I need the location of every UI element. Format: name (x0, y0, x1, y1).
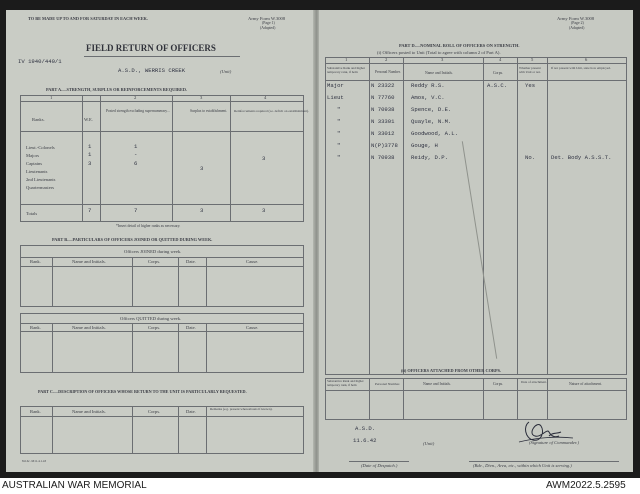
row-number: N 70938 (371, 106, 395, 113)
footnote: *Insert detail of higher ranks as necessary. (116, 224, 181, 228)
we-value: 3 (88, 160, 92, 167)
footer-accession: AWM2022.5.2595 (546, 480, 626, 491)
attached-col-header: Nature of attachment. (569, 382, 602, 386)
row-number: N 33012 (371, 130, 395, 137)
quitted-title: Officers QUITTED during week. (120, 316, 182, 321)
page-number: (Page 1) (262, 21, 275, 25)
army-form-label: Army Form W.3008 (557, 16, 595, 21)
attached-col-header: Substantive Rank and higher temporary rank, if held. (327, 379, 364, 387)
joined-col-header: Date. (186, 259, 196, 264)
totals-label: Totals (26, 211, 38, 216)
army-form-label: Army Form W.3008 (248, 16, 286, 21)
number-header: Personal Number. (375, 70, 401, 74)
rank-label: Quartermasters (26, 185, 55, 190)
part-c-col-header: Corps. (148, 409, 161, 414)
rank-label: 2nd Lieutenants (26, 177, 56, 182)
row-number: N(P)3778 (371, 142, 398, 149)
row-name: Gouge, H (411, 142, 438, 149)
row-employed: Det. Body A.S.S.T. (551, 154, 612, 161)
row-name: Reidy, D.P. (411, 154, 448, 161)
reinforcement-value: 3 (262, 155, 266, 162)
we-value: 1 (88, 151, 92, 158)
ranks-header: Ranks. (32, 117, 45, 122)
name-header: Name and Initials. (425, 71, 453, 75)
posted-value: - (134, 151, 138, 158)
formation-label: (Bde., Divn., Area, etc., within which Unit is serving.) (473, 463, 572, 468)
col-number: 3 (200, 95, 203, 100)
joined-col-header: Cause. (246, 259, 259, 264)
adapted-label: (Adapted) (260, 26, 276, 30)
row-name: Amos, V.C. (411, 94, 445, 101)
reference-number: IV 1940/440/1 (18, 58, 62, 65)
total-value: 7 (134, 207, 138, 214)
rank-label: Majors (26, 153, 40, 158)
posted-value: 1 (134, 143, 138, 150)
nominal-roll-table (325, 57, 627, 375)
attached-col-header: Date of attachment. (521, 380, 547, 384)
commander-label: (Signature of Commander.) (529, 440, 579, 445)
page-number: (Page 2) (571, 21, 584, 25)
right-page (319, 10, 633, 472)
footer-credit: AUSTRALIAN WAR MEMORIAL (2, 480, 147, 491)
part-c-col-header: Date. (186, 409, 196, 414)
corps-header: Corps. (493, 71, 504, 75)
row-rank: " (337, 154, 341, 161)
printer-code: 8.6.6c. M11.4.1.43 (22, 459, 47, 463)
reinforcements-header: Reinforcements required (i.e. deficit on establishment). (234, 109, 309, 113)
col-number: 1 (345, 57, 348, 62)
row-rank: Lieut (327, 94, 344, 101)
row-rank: " (337, 130, 341, 137)
total-value: 3 (200, 207, 204, 214)
row-name: Goodwood, A.L. (411, 130, 458, 137)
row-number: N 33301 (371, 118, 395, 125)
col-number: 1 (50, 95, 53, 100)
row-rank: Major (327, 82, 344, 89)
despatch-label: (Date of Despatch.) (361, 463, 398, 468)
joined-col-header: Rank. (30, 259, 41, 264)
part-c-col-header: Remarks (e.g. present whereabouts if known). (210, 407, 273, 411)
unit-label: (Unit) (423, 441, 435, 446)
part-c-table (20, 406, 304, 454)
quitted-col-header: Rank. (30, 325, 41, 330)
attached-title: (ii) OFFICERS ATTACHED FROM OTHER CORPS. (401, 368, 502, 373)
row-present: No. (525, 154, 536, 161)
left-page (6, 10, 318, 472)
row-rank: " (337, 142, 341, 149)
col-number: 6 (585, 57, 588, 62)
col-number: 4 (264, 95, 267, 100)
rank-label: Lieutenants (26, 169, 48, 174)
unit-name: A.S.D., WERRIS CREEK (118, 67, 186, 74)
part-c-col-header: Rank. (30, 409, 41, 414)
part-d-subtitle: (i) Officers posted to Unit (Total to agree with column 2 of Part A). (377, 50, 501, 55)
form-title: FIELD RETURN OF OFFICERS (86, 43, 216, 53)
employed-header: If not present with Unit, state how employed. (551, 66, 611, 70)
col-number: 2 (385, 57, 388, 62)
rank-label: Lieut.-Colonels (26, 145, 55, 150)
top-note: TO BE MADE UP TO AND FOR SATURDAY IN EACH WEEK. (28, 16, 148, 21)
joined-title: Officers JOINED during week. (124, 249, 182, 254)
quitted-col-header: Date. (186, 325, 196, 330)
total-value: 7 (88, 207, 92, 214)
row-number: N 70938 (371, 154, 395, 161)
unit-label: (Unit) (220, 69, 232, 74)
row-present: Yes (525, 82, 536, 89)
quitted-col-header: Corps. (148, 325, 161, 330)
attached-col-header: Name and Initials. (423, 382, 451, 386)
quitted-table (20, 313, 304, 373)
attached-col-header: Personal Number. (375, 382, 401, 386)
total-value: 3 (262, 207, 266, 214)
part-d-title: PART D.—NOMINAL ROLL OF OFFICERS ON STRENGTH. (399, 43, 520, 48)
part-b-title: PART B.—PARTICULARS OF OFFICERS JOINED OR QUITTED DURING WEEK. (52, 237, 213, 242)
surplus-value: 3 (200, 165, 204, 172)
present-header: Whether present with Unit or not. (519, 66, 541, 74)
col-number: 5 (531, 57, 534, 62)
rank-label: Captains (26, 161, 43, 166)
part-a-title: PART A.—STRENGTH, SURPLUS OR REINFORCEMENTS REQUIRED. (46, 87, 188, 92)
row-name: Quayle, N.M. (411, 118, 452, 125)
row-number: N 23322 (371, 82, 395, 89)
part-c-col-header: Name and Initials. (72, 409, 106, 414)
joined-col-header: Name and Initials. (72, 259, 106, 264)
col-number: 3 (441, 57, 444, 62)
quitted-col-header: Cause. (246, 325, 259, 330)
adapted-label: (Adapted) (569, 26, 585, 30)
col-number: 2 (134, 95, 137, 100)
rank-header: Substantive Rank and higher temporary rank, if held. (327, 66, 365, 74)
part-c-title: PART C.—DESCRIPTION OF OFFICERS WHOSE RETURN TO THE UNIT IS PARTICULARLY REQUESTED. (38, 389, 247, 394)
row-name: Spence, D.E. (411, 106, 452, 113)
we-value: 1 (88, 143, 92, 150)
col-number: 4 (499, 57, 502, 62)
posted-value: 6 (134, 160, 138, 167)
despatch-date: 11.6.42 (353, 437, 377, 444)
row-corps: A.S.C. (487, 82, 508, 89)
row-name: Reddy R.S. (411, 82, 445, 89)
quitted-col-header: Name and Initials. (72, 325, 106, 330)
row-number: N 77760 (371, 94, 395, 101)
unit-abbrev: A.S.D. (355, 425, 376, 432)
row-rank: " (337, 118, 341, 125)
surplus-header: Surplus to establishment. (190, 109, 228, 113)
we-header: W.E. (84, 117, 94, 122)
posted-header: Posted strength excluding supernumerary... (106, 109, 170, 113)
attached-col-header: Corps. (493, 382, 504, 386)
joined-col-header: Corps. (148, 259, 161, 264)
row-rank: " (337, 106, 341, 113)
